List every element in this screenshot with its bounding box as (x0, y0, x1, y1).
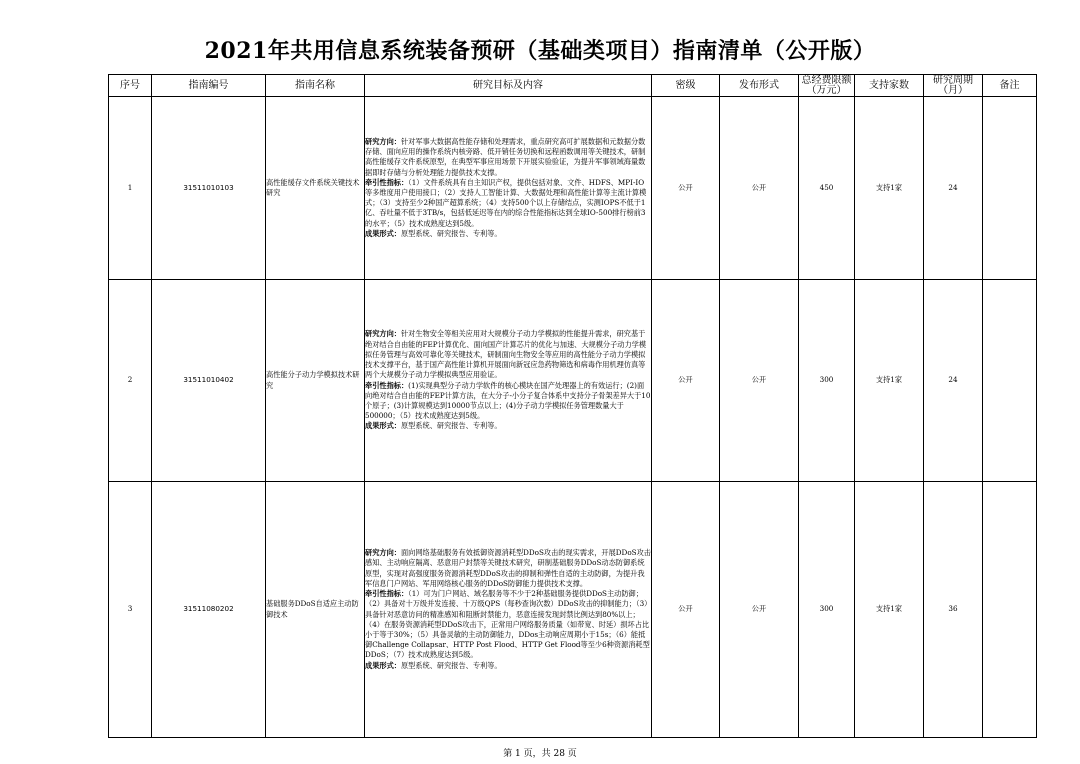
indicator-text: （1）可为门户网站、域名服务等不少于2种基础服务提供DDoS主动防御；（2）具备对十万级并发连接、十万级QPS（每秒查询次数）DDoS攻击的抑制能力；（3）具备针对恶意访问的精准感知和阻断封禁能力，恶意连接发现封禁比例达到80%以上；（4）在服务资源消耗型DDoS攻击下，正常用户网络服务质量（如带宽、时延）损坏占比小于等于30%；（5）具备灵敏的主动防御能力，DDos主动响应周期小于15s；（6）能抵御Challenge Collapsar、HTTP Post Flood、HTTP Get Flood等至少6种资源消耗型DDoS；（7）技术成熟度达到5级。 (365, 589, 650, 660)
cell-code: 31511080202 (152, 482, 266, 738)
direction-label: 研究方向： (365, 329, 401, 339)
output-label: 成果形式： (365, 228, 401, 238)
header-publish: 发布形式 (720, 75, 799, 97)
header-row (109, 75, 1037, 97)
indicator-text: （1）文件系统具有自主知识产权，提供包括对象、文件、HDFS、MPI-IO等多维度用户使用接口；（2）支持人工智能计算、大数据处理和高性能计算等主流计算模式；（3）支持至少2种国产超算系统；（4）支持500个以上存储结点，实测IOPS不低于1亿、吞吐量不低于3TB/s，包括低延迟等在内的综合性能指标达到全球IO-500排行榜前3的水平；（5）技术成熟度达到5级。 (365, 177, 647, 228)
output-text: 原型系统、研究报告、专利等。 (400, 660, 502, 670)
cell-secret: 公开 (652, 97, 720, 280)
header-units: 支持家数 (855, 75, 924, 97)
cell-name: 高性能分子动力学模拟技术研究 (266, 280, 365, 482)
header-period (924, 75, 983, 97)
cell-content (365, 482, 652, 738)
cell-publish: 公开 (720, 482, 799, 738)
cell-seq: 3 (109, 482, 152, 738)
cell-content (365, 97, 652, 280)
header-content: 研究目标及内容 (365, 75, 652, 97)
cell-remark (983, 280, 1037, 482)
cell-publish: 公开 (720, 97, 799, 280)
cell-code: 31511010103 (152, 97, 266, 280)
cell-units: 支持1家 (855, 482, 924, 738)
direction-label: 研究方向： (365, 548, 401, 558)
cell-seq: 2 (109, 280, 152, 482)
direction-text: 针对军事大数据高性能存储和处理需求，重点研究高可扩展数据和元数据分数存储、面向应用的操作系统内核旁路、低开销任务切换和远程函数调用等关键技术，研制高性能缓存文件系统原型，在典型军事应用场景下开展实验验证，为提升军事领域海量数据即时存储与分析处理能力提供技术支撑。 (365, 136, 646, 177)
table-row (109, 97, 1037, 280)
direction-text: 面向网络基础服务有效抵御资源消耗型DDoS攻击的现实需求，开展DDoS攻击感知、主动响应隔离、恶意用户封禁等关键技术研究，研制基础服务DDoS动态防御系统原型，实现对高强度服务资源消耗型DDoS攻击的抑制和弹性自适的主动防御，为提升我军信息门户网站、军用网络核心服务的DDoS防御能力提供技术支撑。 (365, 548, 651, 588)
output-text: 原型系统、研究报告、专利等。 (400, 421, 502, 431)
table-row (109, 280, 1037, 482)
cell-secret: 公开 (652, 280, 720, 482)
header-budget-line1: 总经费限额 (801, 74, 852, 86)
output-label: 成果形式： (365, 660, 401, 670)
header-budget (799, 75, 855, 97)
cell-period: 24 (924, 280, 983, 482)
cell-name: 基础服务DDoS自适应主动防御技术 (266, 482, 365, 738)
guide-table (108, 74, 1037, 738)
direction-label: 研究方向： (365, 136, 401, 146)
indicator-label: 牵引性指标： (365, 589, 409, 599)
header-name: 指南名称 (266, 75, 365, 97)
page-footer: 第 1 页，共 28 页 (503, 749, 577, 759)
cell-name: 高性能缓存文件系统关键技术研究 (266, 97, 365, 280)
header-secret: 密级 (652, 75, 720, 97)
table-row (109, 482, 1037, 738)
direction-text: 针对生物安全等相关应用对大规模分子动力学模拟的性能提升需求，研究基于绝对结合自由能的FEP计算优化、面向国产计算芯片的优化与加速、大规模分子动力学模拟任务管理与高效可靠化等关键技术，研制面向生物安全等应用的高性能分子动力学模拟技术支撑平台，基于国产高性能计算机开展面向新冠应急药物筛选和病毒作用机理仿真等两个大规模分子动力学模拟典型应用验证。 (365, 329, 647, 380)
indicator-label: 牵引性指标： (365, 380, 409, 390)
header-seq: 序号 (109, 75, 152, 97)
indicator-text: (1)实现典型分子动力学软件的核心模块在国产处理器上的有效运行；(2)面向绝对结合自由能的FEP计算方法，在大分子-小分子复合体系中支持分子骨架差异大于10个原子；(3)计算规模达到10000节点以上；(4)分子动力学模拟任务管理数量大于500000；（5）技术成熟度达到5级。 (365, 380, 651, 421)
cell-budget: 300 (799, 482, 855, 738)
indicator-label: 牵引性指标： (365, 177, 409, 187)
header-remark: 备注 (983, 75, 1037, 97)
cell-content (365, 280, 652, 482)
cell-seq: 1 (109, 97, 152, 280)
cell-secret: 公开 (652, 482, 720, 738)
cell-units: 支持1家 (855, 97, 924, 280)
header-period-line2: （月） (938, 84, 968, 96)
page-title: 2021年共用信息系统装备预研（基础类项目）指南清单（公开版） (204, 38, 876, 64)
cell-units: 支持1家 (855, 280, 924, 482)
cell-code: 31511010402 (152, 280, 266, 482)
cell-budget: 450 (799, 97, 855, 280)
cell-remark (983, 97, 1037, 280)
cell-remark (983, 482, 1037, 738)
header-budget-line2: （万元） (806, 84, 847, 96)
cell-period: 36 (924, 482, 983, 738)
cell-publish: 公开 (720, 280, 799, 482)
cell-budget: 300 (799, 280, 855, 482)
output-text: 原型系统、研究报告、专利等。 (400, 228, 502, 238)
output-label: 成果形式： (365, 421, 401, 431)
header-code: 指南编号 (152, 75, 266, 97)
header-period-line1: 研究周期 (933, 74, 973, 86)
cell-period: 24 (924, 97, 983, 280)
